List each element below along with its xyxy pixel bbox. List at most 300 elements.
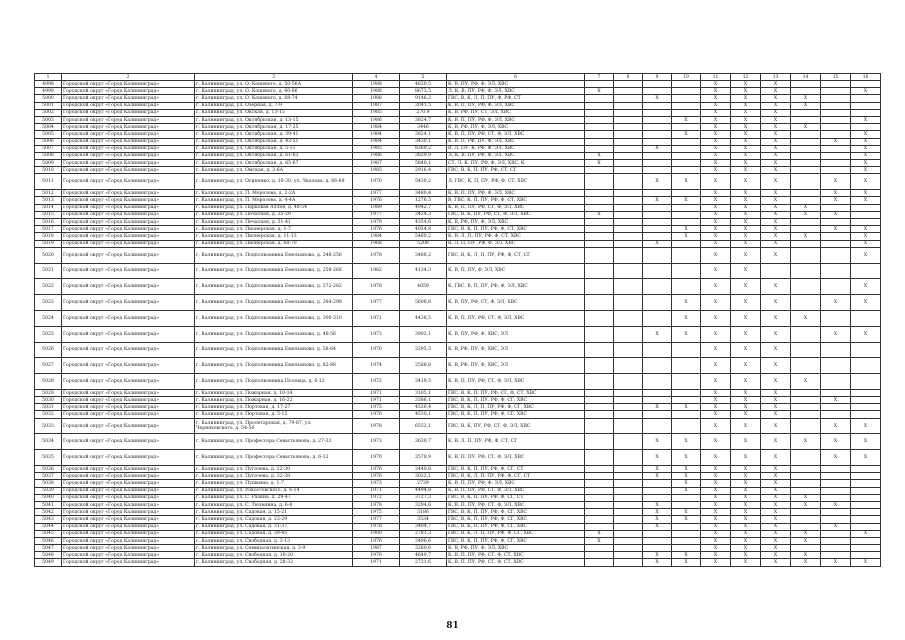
mark-cell: X [731,145,761,152]
table-row [35,263,881,279]
mark-cell: X [701,494,731,501]
mark-cell [585,358,614,374]
municipality: Городской округ «Город Калининград» [62,152,195,159]
work-types: ГВС, В, К, П, ПУ, РФ, Ф, СГ, ХВС [447,397,585,404]
column-header: 10 [672,74,701,81]
mark-cell [791,263,821,279]
year-built: 1978 [353,247,400,263]
row-number: 5041 [35,501,62,508]
mark-cell: X [701,204,731,211]
mark-cell [791,295,821,311]
address: г. Калининград, ул. Подполковника Емельянова, д. 46-56 [195,326,353,342]
total-area: 5460,2 [400,233,447,240]
mark-cell [791,279,821,295]
municipality: Городской округ «Город Калининград» [62,480,195,487]
year-built: 1976 [353,552,400,559]
mark-cell [585,494,614,501]
work-types: К, В, ПУ, РФ, СТ, Ф, ЭЛ, ХВС [447,295,585,311]
total-area: 4640,7 [400,552,447,559]
mark-cell: X [643,466,672,473]
address: г. Калининград, ул. П. Морозова, д. 2-2А [195,190,353,197]
table-row [35,397,881,404]
address: г. Калининград, ул. Пугачева, д. 22-30 [195,466,353,473]
mark-cell [614,204,643,211]
mark-cell [643,152,672,159]
table-row [35,404,881,411]
total-area: 3534 [400,516,447,523]
mark-cell: X [672,131,701,138]
mark-cell: X [731,509,761,516]
mark-cell: X [851,326,881,342]
mark-cell: X [791,102,821,109]
work-types: ГВС, В, К, П, ПУ, РФ, Ф, СГ, СТ [447,494,585,501]
address: г. Калининград, ул. Октябрьская, д. 13-15 [195,116,353,123]
row-number: 5048 [35,552,62,559]
mark-cell [643,190,672,197]
mark-cell [614,240,643,247]
municipality: Городской округ «Город Калининград» [62,310,195,326]
mark-cell: X [851,559,881,566]
mark-cell [672,411,701,418]
address: г. Калининград, ул. О. Кошевого, д. 50-56А [195,81,353,88]
mark-cell [821,552,851,559]
mark-cell [585,480,614,487]
mark-cell: X [701,374,731,390]
work-types: ГВС, В, К, ПУ, РФ, СГ, Ф, ЭЛ, ХВС [447,418,585,434]
total-area: 3496,6 [400,537,447,544]
mark-cell [585,389,614,396]
address: г. Калининград, ул. Октябрьская, д. 65-67 [195,160,353,167]
year-built: 1979 [353,218,400,225]
total-area: 6552,1 [400,418,447,434]
mark-cell: X [791,124,821,131]
year-built: 1971 [353,389,400,396]
mark-cell: X [791,95,821,102]
table-row [35,552,881,559]
mark-cell: X [731,404,761,411]
row-number: 5002 [35,109,62,116]
mark-cell [614,374,643,390]
mark-cell [851,545,881,552]
table-row [35,226,881,233]
mark-cell: X [851,138,881,145]
mark-cell: X [701,404,731,411]
mark-cell [821,389,851,396]
address: г. Калининград, ул. Пионерская, д. 68-70 [195,240,353,247]
row-number: 4999 [35,88,62,95]
year-built: 1978 [353,279,400,295]
municipality: Городской округ «Город Калининград» [62,226,195,233]
mark-cell: X [731,530,761,537]
mark-cell: X [643,450,672,466]
mark-cell [585,310,614,326]
mark-cell [643,138,672,145]
work-types: Л, К, В, ПУ, РФ, Ф, ЭЛ, ХВС [447,88,585,95]
mark-cell: X [851,434,881,450]
mark-cell [643,418,672,434]
work-types: К, В, ПУ, РФ, Ф, ЭЛ, ХВС [447,81,585,88]
mark-cell: X [761,523,791,530]
mark-cell [614,174,643,190]
address: г. Калининград, ул. Пионерская, д. 11-13 [195,233,353,240]
municipality: Городской округ «Город Калининград» [62,138,195,145]
mark-cell: X [701,295,731,311]
mark-cell [821,233,851,240]
mark-cell: X [761,167,791,174]
table-row [35,197,881,204]
year-built: 1978 [353,523,400,530]
table-row [35,389,881,396]
mark-cell: X [731,397,761,404]
mark-cell [851,81,881,88]
mark-cell: X [821,559,851,566]
mark-cell [585,95,614,102]
mark-cell [821,204,851,211]
address: г. Калининград, ул. Пугачева, д. 32-38 [195,473,353,480]
mark-cell [821,466,851,473]
mark-cell: X [761,131,791,138]
mark-cell [791,450,821,466]
mark-cell: X [851,233,881,240]
row-number: 5005 [35,131,62,138]
address: г. Калининград, ул. С. Тюленина, д. 6-8 [195,501,353,508]
row-number: 5000 [35,95,62,102]
mark-cell: X [701,81,731,88]
work-types: ГВС, В, К, П, ПУ, РФ, СГ, Ф, СТ, ХВС [447,389,585,396]
year-built: 1970 [353,411,400,418]
mark-cell: X [761,509,791,516]
table-row [35,211,881,218]
table-row [35,138,881,145]
mark-cell: X [672,326,701,342]
total-area: 3488,2 [400,247,447,263]
mark-cell [643,124,672,131]
mark-cell [614,404,643,411]
mark-cell [643,167,672,174]
mark-cell [614,450,643,466]
mark-cell [585,197,614,204]
mark-cell [585,145,614,152]
mark-cell [643,480,672,487]
mark-cell [643,397,672,404]
year-built: 1980 [353,530,400,537]
row-number: 5044 [35,523,62,530]
mark-cell: X [731,197,761,204]
mark-cell: X [791,233,821,240]
municipality: Городской округ «Город Калининград» [62,160,195,167]
mark-cell: X [701,240,731,247]
address: г. Калининград, ул. Омская, д. 2-6А [195,167,353,174]
mark-cell: X [731,545,761,552]
table-row [35,559,881,566]
mark-cell: X [701,138,731,145]
total-area: 5840,1 [400,160,447,167]
mark-cell: X [701,102,731,109]
work-types: К, В, РФ, ПУ, Ф, ХВС, ЭЛ [447,358,585,374]
mark-cell [614,138,643,145]
column-header: 7 [585,74,614,81]
mark-cell: X [701,545,731,552]
mark-cell [851,487,881,494]
municipality: Городской округ «Город Калининград» [62,326,195,342]
mark-cell: X [672,480,701,487]
work-types: К, В, РФ, ПУ, Ф, ЭЛ, ХВС [447,218,585,225]
mark-cell [851,523,881,530]
mark-cell [585,418,614,434]
mark-cell: X [731,487,761,494]
mark-cell: X [761,552,791,559]
mark-cell: X [701,263,731,279]
municipality: Городской округ «Город Калининград» [62,509,195,516]
mark-cell: X [701,310,731,326]
table-row [35,240,881,247]
mark-cell [643,263,672,279]
mark-cell [851,95,881,102]
year-built: 1972 [353,374,400,390]
mark-cell [614,81,643,88]
mark-cell: X [672,552,701,559]
address: г. Калининград, ул. Свободная, д. 3-13 [195,537,353,544]
column-header: 1 [35,74,62,81]
mark-cell [791,152,821,159]
municipality: Городской округ «Город Калининград» [62,523,195,530]
mark-cell [643,389,672,396]
mark-cell [672,545,701,552]
mark-cell [851,411,881,418]
mark-cell [821,374,851,390]
mark-cell: X [701,124,731,131]
mark-cell: X [643,95,672,102]
address: г. Калининград, ул. Пионерская, д. 1-7 [195,226,353,233]
mark-cell: X [701,559,731,566]
mark-cell [614,342,643,358]
mark-cell: X [672,404,701,411]
mark-cell [791,466,821,473]
work-types: К, В, П, ПУ, РФ, СТ, Ф, ЭЛ, ХВС [447,450,585,466]
mark-cell [672,247,701,263]
mark-cell: X [731,109,761,116]
mark-cell: X [761,197,791,204]
municipality: Городской округ «Город Калининград» [62,411,195,418]
column-header: 11 [701,74,731,81]
municipality: Городской округ «Город Калининград» [62,116,195,123]
work-types: ГВС, В, К, П, ПУ, РФ, Ф, СГ, ХВС [447,537,585,544]
mark-cell [585,523,614,530]
mark-cell [672,389,701,396]
mark-cell: X [672,233,701,240]
municipality: Городской округ «Город Калининград» [62,516,195,523]
total-area: 3105,1 [400,389,447,396]
mark-cell [791,404,821,411]
mark-cell [672,530,701,537]
mark-cell: X [701,411,731,418]
mark-cell: X [731,167,761,174]
total-area: 9146,2 [400,95,447,102]
address: г. Калининград, ул. Пролетарская, д. 79-87, ул. Черняховского, д. 54-56 [195,418,353,434]
mark-cell [821,473,851,480]
mark-cell: X [701,95,731,102]
mark-cell: X [761,473,791,480]
row-number: 5021 [35,263,62,279]
mark-cell [672,160,701,167]
work-types: К, В, Л, П, ПУ, РФ, Ф, СТ, СГ [447,434,585,450]
municipality: Городской округ «Город Калининград» [62,233,195,240]
mark-cell: X [761,374,791,390]
mark-cell [614,218,643,225]
table-row [35,160,881,167]
mark-cell: X [851,167,881,174]
row-number: 5022 [35,279,62,295]
address: г. Калининград, ул. Октябрьская, д. 17-25 [195,124,353,131]
total-area: 3022,1 [400,473,447,480]
mark-cell [643,233,672,240]
address: г. Калининград, ул. Подполковника Емельянова, д. 300-310 [195,310,353,326]
mark-cell: X [821,326,851,342]
column-header: 12 [731,74,761,81]
mark-cell: X [643,509,672,516]
address: г. Калининград, ул. Окская, д. 13-15 [195,109,353,116]
mark-cell: X [701,174,731,190]
table-row [35,411,881,418]
row-number: 5030 [35,397,62,404]
address: г. Калининград, ул. Профессора Севастьянова, д. 27-33 [195,434,353,450]
mark-cell [643,102,672,109]
mark-cell [585,279,614,295]
mark-cell: X [731,247,761,263]
mark-cell: X [643,240,672,247]
mark-cell [585,374,614,390]
year-built: 1987 [353,545,400,552]
mark-cell [585,295,614,311]
address: г. Калининград, ул. Печатная, д. 31-41 [195,218,353,225]
municipality: Городской округ «Город Калининград» [62,342,195,358]
mark-cell: X [731,138,761,145]
total-area: 3824,7 [400,116,447,123]
mark-cell: X [791,552,821,559]
mark-cell: X [672,116,701,123]
mark-cell [851,466,881,473]
work-types: К, В, П, ПУ, РФ, СТ, Ф, ЭЛ, ХВС [447,310,585,326]
mark-cell [614,310,643,326]
mark-cell: X [851,131,881,138]
mark-cell: X [672,487,701,494]
mark-cell [614,397,643,404]
mark-cell: X [761,116,791,123]
mark-cell: X [851,418,881,434]
mark-cell: X [761,138,791,145]
mark-cell: X [731,450,761,466]
mark-cell: X [731,263,761,279]
mark-cell: X [791,559,821,566]
total-area: 3430,1 [400,138,447,145]
mark-cell: X [701,131,731,138]
mark-cell [614,109,643,116]
mark-cell [643,116,672,123]
row-number: 5013 [35,197,62,204]
mark-cell: X [672,450,701,466]
year-built: 1984 [353,233,400,240]
table-row [35,545,881,552]
mark-cell [851,204,881,211]
mark-cell [672,240,701,247]
mark-cell [614,167,643,174]
mark-cell: X [761,545,791,552]
year-built: 1971 [353,397,400,404]
mark-cell [851,473,881,480]
table-row [35,494,881,501]
table-row [35,509,881,516]
mark-cell: X [761,494,791,501]
mark-cell: X [731,81,761,88]
work-types: Л, К, В, ПУ, РФ, Ф, ЭЛ, ХВС [447,152,585,159]
year-built: 1988 [353,95,400,102]
mark-cell [614,233,643,240]
mark-cell: X [821,295,851,311]
municipality: Городской округ «Город Калининград» [62,174,195,190]
mark-cell [585,509,614,516]
total-area: 2781,3 [400,530,447,537]
municipality: Городской округ «Город Калининград» [62,374,195,390]
mark-cell [851,102,881,109]
mark-cell [585,263,614,279]
mark-cell: X [761,466,791,473]
row-number: 5034 [35,434,62,450]
total-area: 3829,9 [400,152,447,159]
mark-cell: X [791,211,821,218]
mark-cell: X [731,152,761,159]
mark-cell [614,523,643,530]
mark-cell [821,124,851,131]
mark-cell [585,190,614,197]
mark-cell: X [731,95,761,102]
mark-cell [821,81,851,88]
mark-cell: X [701,552,731,559]
address: г. Калининград, ул. Свободная, д. 10-20 [195,552,353,559]
mark-cell: X [731,88,761,95]
mark-cell [614,418,643,434]
mark-cell: X [643,559,672,566]
row-number: 5016 [35,218,62,225]
column-header: 13 [761,74,791,81]
address: г. Калининград, ул. Подполковника Емельянова, д. 58-64 [195,342,353,358]
total-area: 5208 [400,240,447,247]
address: г. Калининград, ул. Парковая Аллея, д. 48-54 [195,204,353,211]
mark-cell [791,240,821,247]
mark-cell [643,88,672,95]
mark-cell [791,81,821,88]
mark-cell [585,109,614,116]
mark-cell [643,279,672,295]
address: г. Калининград, ул. Подполковника Емельянова, д. 258-268 [195,263,353,279]
mark-cell: X [791,310,821,326]
municipality: Городской округ «Город Калининград» [62,487,195,494]
mark-cell: X [791,501,821,508]
mark-cell [791,480,821,487]
mark-cell [614,358,643,374]
work-types: К, В, П, ПУ, РФ, Ф, ЭЛ, ХВС [447,480,585,487]
table-row [35,487,881,494]
total-area: 4494,8 [400,487,447,494]
mark-cell: X [701,226,731,233]
mark-cell: X [761,124,791,131]
mark-cell [672,88,701,95]
mark-cell [614,160,643,167]
mark-cell [585,102,614,109]
total-area: 3295,3 [400,342,447,358]
year-built: 1973 [353,434,400,450]
work-types: ГВС, В, К, Л, П, ПУ, РФ, Ф, СГ, ХВС [447,530,585,537]
mark-cell [643,342,672,358]
